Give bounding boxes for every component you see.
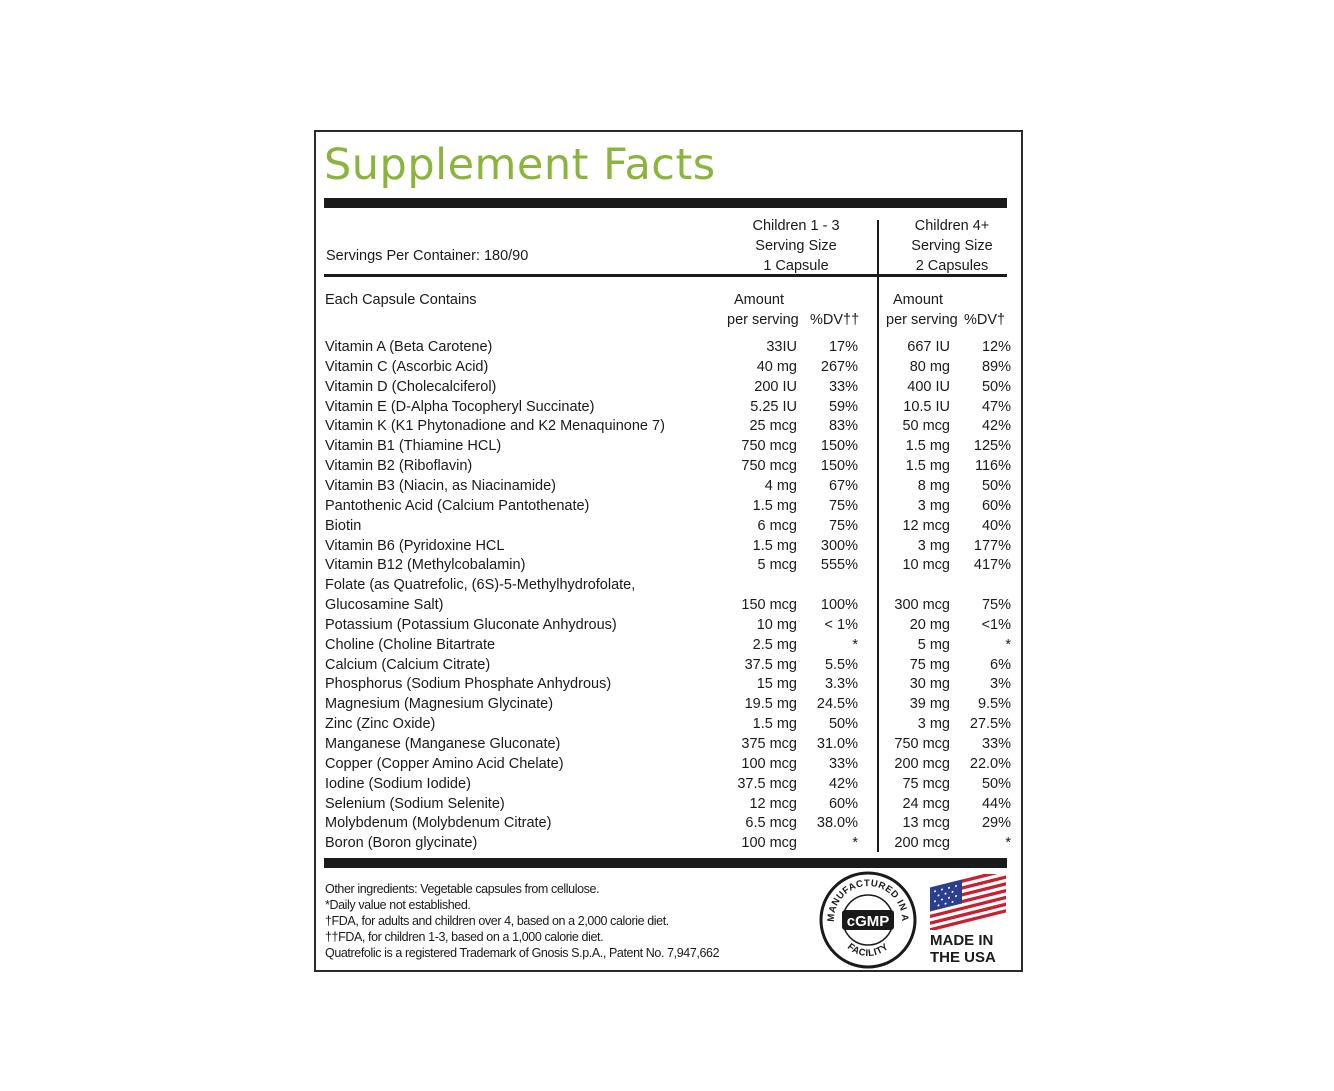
col-per-serving-2: per serving [886,312,958,328]
nutrient-name: Manganese (Manganese Gluconate) [325,736,561,752]
table-row [316,377,1021,397]
amount-children-4-plus: 3 mg [917,537,950,554]
amount-children-1-3: 2.5 mg [752,636,797,653]
dv-children-4-plus: 50% [981,378,1011,395]
amount-children-4-plus: 1.5 mg [905,438,950,455]
col-amount-1: Amount [734,292,784,308]
amount-children-4-plus: 3 mg [917,716,950,733]
table-row [316,615,1021,635]
table-row [316,436,1021,456]
dv-children-4-plus: 50% [981,775,1011,792]
dv-children-1-3: 555% [820,557,858,574]
header-rule [324,274,1007,277]
table-row [316,794,1021,814]
table-row [316,635,1021,655]
amount-children-4-plus: 24 mcg [902,795,950,812]
amount-children-4-plus: 3 mg [917,497,950,514]
nutrient-name: Vitamin A (Beta Carotene) [325,339,493,355]
group2-line3: 2 Capsules [915,258,989,274]
amount-children-4-plus: 200 mcg [894,755,950,772]
table-row [316,337,1021,357]
amount-children-4-plus: 667 IU [907,339,950,355]
nutrient-name: Magnesium (Magnesium Glycinate) [325,696,554,713]
table-row [316,456,1021,476]
amount-children-1-3: 5 mcg [757,557,797,574]
panel-title: Supplement Facts [324,140,716,190]
footnote: ††FDA, for children 1-3, based on a 1,000 calorie diet. [325,930,604,944]
nutrient-name: Copper (Copper Amino Acid Chelate) [325,755,564,772]
amount-children-1-3: 1.5 mg [752,716,797,733]
nutrient-name: Vitamin K (K1 Phytonadione and K2 Menaquinone 7) [325,418,665,435]
dv-children-1-3: 24.5% [816,696,858,713]
amount-children-4-plus: 400 IU [907,378,950,395]
dv-children-4-plus: 22.0% [969,755,1011,772]
dv-children-4-plus: 50% [981,477,1011,494]
dv-children-1-3: * [852,835,858,852]
nutrient-name: Zinc (Zinc Oxide) [325,716,436,733]
table-row [316,555,1021,575]
table-row [316,595,1021,615]
amount-children-1-3: 4 mg [764,477,797,494]
nutrient-name: Glucosamine Salt) [325,597,444,614]
dv-children-4-plus: 42% [981,418,1011,435]
amount-children-1-3: 200 IU [754,378,797,395]
amount-children-4-plus: 13 mcg [902,815,950,832]
dv-children-4-plus: <1% [981,616,1011,633]
top-rule [324,198,1007,208]
dv-children-4-plus: 116% [974,458,1011,475]
dv-children-4-plus: 417% [973,557,1011,574]
cgmp-seal-icon [818,870,918,970]
dv-children-4-plus: 177% [973,537,1011,554]
col-per-serving-1: per serving [727,312,799,328]
amount-children-1-3: 37.5 mcg [737,775,797,792]
nutrient-name: Potassium (Potassium Gluconate Anhydrous) [325,616,617,633]
nutrient-name: Vitamin B6 (Pyridoxine HCL [325,537,505,554]
col-amount-2: Amount [893,292,943,308]
amount-children-4-plus: 50 mcg [902,418,950,435]
table-row [316,496,1021,516]
amount-children-4-plus: 5 mg [917,636,950,653]
nutrient-name: Vitamin B12 (Methylcobalamin) [325,557,526,574]
table-row [316,397,1021,417]
table-row [316,476,1021,496]
dv-children-1-3: 67% [828,477,858,494]
amount-children-1-3: 12 mcg [749,795,797,812]
footnotes [325,881,719,961]
dv-children-1-3: 300% [820,537,858,554]
table-row [316,694,1021,714]
nutrient-name: Folate (as Quatrefolic, (6S)-5-Methylhydrofolate, [325,577,636,594]
us-flag-icon [928,874,1010,930]
dv-children-1-3: 17% [828,339,858,355]
nutrient-name: Phosphorus (Sodium Phosphate Anhydrous) [325,676,612,693]
nutrient-name: Iodine (Sodium Iodide) [325,775,471,792]
dv-children-1-3: 38.0% [816,815,858,832]
amount-children-1-3: 37.5 mg [744,656,797,673]
amount-children-1-3: 10 mg [756,616,797,633]
servings-per-container: Servings Per Container: 180/90 [326,248,529,264]
nutrient-name: Molybdenum (Molybdenum Citrate) [325,815,552,832]
amount-children-1-3: 19.5 mg [744,696,797,713]
dv-children-1-3: 50% [828,716,858,733]
nutrient-name: Boron (Boron glycinate) [325,835,478,852]
supplement-facts-panel [314,130,1023,972]
made-in-line1: MADE IN [930,932,994,949]
table-row [316,516,1021,536]
amount-children-4-plus: 75 mcg [902,775,950,792]
nutrient-name: Vitamin E (D-Alpha Tocopheryl Succinate) [325,398,595,415]
amount-children-4-plus: 750 mcg [894,736,950,752]
nutrient-name: Vitamin D (Cholecalciferol) [325,378,497,395]
nutrient-name: Biotin [325,517,362,534]
amount-children-1-3: 750 mcg [741,458,797,475]
amount-children-1-3: 100 mcg [741,755,797,772]
table-row [316,754,1021,774]
amount-children-1-3: 15 mg [756,676,797,693]
amount-children-1-3: 25 mcg [749,418,797,435]
amount-children-4-plus: 10 mcg [902,557,950,574]
dv-children-4-plus: 29% [981,815,1011,832]
nutrient-name: Vitamin C (Ascorbic Acid) [325,358,489,375]
dv-children-4-plus: 44% [981,795,1011,812]
nutrient-name: Vitamin B3 (Niacin, as Niacinamide) [325,477,557,494]
nutrient-name: Vitamin B2 (Riboflavin) [325,458,473,475]
dv-children-1-3: 150% [820,458,858,475]
made-in-usa [930,932,996,966]
seal-center-text: cGMP [846,913,890,930]
dv-children-1-3: 75% [828,517,858,534]
dv-children-4-plus: * [1005,835,1011,852]
amount-children-4-plus: 10.5 IU [903,398,950,415]
amount-children-4-plus: 75 mg [909,656,950,673]
amount-children-4-plus: 39 mg [909,696,950,713]
dv-children-1-3: 60% [828,795,858,812]
bottom-rule [324,858,1007,868]
dv-children-1-3: 3.3% [824,676,858,693]
amount-children-4-plus: 1.5 mg [905,458,950,475]
group1-line1: Children 1 - 3 [752,218,840,234]
amount-children-4-plus: 80 mg [909,358,950,375]
group2-line2: Serving Size [911,238,993,254]
svg-text:FACILITY [845,941,891,959]
table-row [316,774,1021,794]
dv-children-1-3: < 1% [824,616,858,633]
nutrient-name: Pantothenic Acid (Calcium Pantothenate) [325,497,590,514]
dv-children-4-plus: 3% [990,676,1011,693]
amount-children-4-plus: 300 mcg [894,597,950,614]
amount-children-1-3: 6.5 mcg [745,815,797,832]
nutrient-name: Calcium (Calcium Citrate) [325,656,491,673]
amount-children-1-3: 1.5 mg [752,537,797,554]
amount-children-4-plus: 30 mg [909,676,950,693]
dv-children-1-3: 75% [828,497,858,514]
each-capsule-contains: Each Capsule Contains [325,292,477,308]
amount-children-1-3: 100 mcg [741,835,797,852]
table-row [316,833,1021,853]
dv-children-1-3: 33% [828,378,858,395]
dv-children-4-plus: 9.5% [977,696,1011,713]
nutrient-name: Selenium (Sodium Selenite) [325,795,505,812]
dv-children-4-plus: * [1005,636,1011,653]
group2-line1: Children 4+ [914,218,990,234]
col-dv-1: %DV†† [810,312,860,328]
table-row [316,416,1021,436]
seal-ring-top: MANUFACTURED IN A [825,877,911,923]
dv-children-4-plus: 75% [981,597,1011,614]
nutrient-name: Vitamin B1 (Thiamine HCL) [325,438,502,455]
amount-children-1-3: 5.25 IU [750,398,797,415]
dv-children-4-plus: 33% [981,736,1011,752]
footnote: Quatrefolic is a registered Trademark of Gnosis S.p.A., Patent No. 7,947,662 [325,946,720,960]
table-row [316,655,1021,675]
dv-children-4-plus: 27.5% [969,716,1011,733]
dv-children-1-3: 31.0% [816,736,858,752]
dv-children-1-3: 150% [820,438,858,455]
dv-children-1-3: * [852,636,858,653]
dv-children-4-plus: 6% [990,656,1011,673]
made-in-line2: THE USA [930,949,996,966]
dv-children-4-plus: 125% [973,438,1011,455]
group1-line3: 1 Capsule [763,258,829,274]
amount-children-1-3: 1.5 mg [752,497,797,514]
amount-children-4-plus: 20 mg [909,616,950,633]
col-dv-2: %DV† [964,312,1006,328]
dv-children-4-plus: 40% [981,517,1011,534]
table-row [316,357,1021,377]
amount-children-4-plus: 8 mg [917,477,950,494]
amount-children-1-3: 150 mcg [741,597,797,614]
table-row [316,674,1021,694]
dv-children-4-plus: 60% [981,497,1011,514]
table-row [316,575,1021,595]
nutrient-name: Choline (Choline Bitartrate [325,636,496,653]
amount-children-4-plus: 200 mcg [894,835,950,852]
dv-children-1-3: 59% [828,398,858,415]
amount-children-1-3: 375 mcg [741,736,797,752]
dv-children-1-3: 5.5% [824,656,858,673]
table-row [316,714,1021,734]
dv-children-1-3: 267% [820,358,858,375]
amount-children-1-3: 750 mcg [741,438,797,455]
amount-children-1-3: 33IU [766,339,797,355]
table-row [316,813,1021,833]
amount-children-1-3: 40 mg [756,358,797,375]
table-row [316,536,1021,556]
amount-children-1-3: 6 mcg [757,517,797,534]
dv-children-1-3: 42% [828,775,858,792]
dv-children-4-plus: 12% [981,339,1011,355]
dv-children-4-plus: 47% [981,398,1011,415]
seal-ring-bottom: FACILITY [845,941,891,960]
dv-children-4-plus: 89% [981,358,1011,375]
table-row [316,734,1021,754]
footnote: †FDA, for adults and children over 4, based on a 2,000 calorie diet. [325,914,669,928]
dv-children-1-3: 33% [828,755,858,772]
dv-children-1-3: 100% [820,597,858,614]
footnote: *Daily value not established. [325,898,471,912]
group1-line2: Serving Size [755,238,837,254]
amount-children-4-plus: 12 mcg [902,517,950,534]
dv-children-1-3: 83% [828,418,858,435]
footnote: Other ingredients: Vegetable capsules from cellulose. [325,882,600,896]
